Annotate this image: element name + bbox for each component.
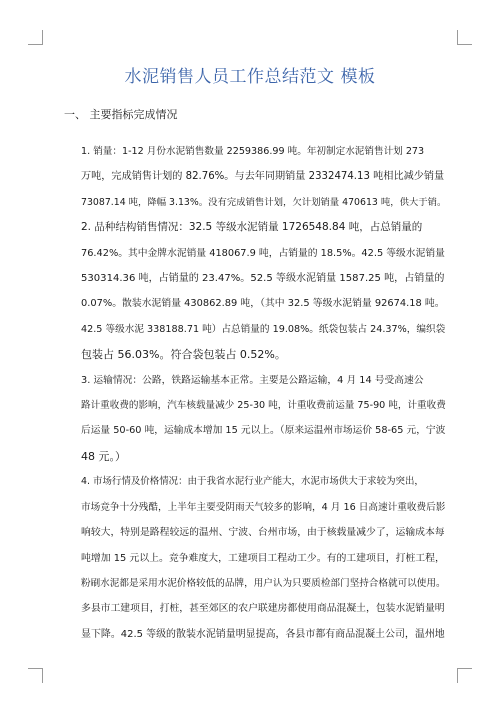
paragraph-line: 市场竞争十分残酷，上半年主要受阴雨天气较多的影响，4 月 16 日高速计重收费后影 — [81, 501, 446, 513]
paragraph-line: 4. 市场行情及价格情况：由于我省水泥行业产能大，水泥市场供大于求较为突出， — [81, 476, 424, 488]
paragraph-line: 路计重收费的影响，汽车核载量减少 25-30 吨，计重收费前运量 75-90 吨，计重收费 — [81, 400, 446, 412]
paragraph-line: 48 元。） — [81, 449, 126, 463]
crop-mark-bottom-right — [457, 668, 472, 683]
paragraph-line: 76.42%。其中金牌水泥销量 418067.9 吨，占销量的 18.5%。42.5 等级水泥销量 — [81, 247, 445, 259]
paragraph-line: 42.5 等级水泥 338188.71 吨）占总销量的 19.08%。纸袋包装占 24.37%，编织袋 — [81, 323, 446, 335]
paragraph-line: 响较大，特别是路程较远的温州、宁波、台州市场，由于核载量减少了，运输成本每 — [81, 527, 445, 539]
paragraph-line: 2. 品种结构销售情况：32.5 等级水泥销量 1726548.84 吨，占总销量的 — [81, 221, 423, 234]
crop-mark-top-left — [28, 30, 43, 45]
paragraph-line: 73087.14 吨，降幅 3.13%。没有完成销售计划，欠计划销量 470613 吨，供大于销。 — [81, 196, 447, 208]
paragraph-transport — [59, 368, 447, 470]
paragraph-line: 粉刷水泥都是采用水泥价格较低的品牌，用户认为只要质检部门坚持合格就可以使用。 — [81, 577, 446, 589]
paragraph-line: 1. 销量：1-12 月份水泥销售数量 2259386.99 吨。年初制定水泥销售计划 273 — [81, 146, 425, 157]
section-heading: 一、 主要指标完成情况 — [64, 108, 178, 121]
paragraph-market-price — [59, 469, 447, 647]
paragraph-sales-volume — [59, 139, 447, 215]
paragraph-line: 多县市工建项目，打桩，甚至郊区的农户联建房都使用商品混凝土，包装水泥销量明 — [81, 603, 445, 615]
crop-mark-top-right — [457, 30, 472, 45]
paragraph-line: 显下降。42.5 等级的散装水泥销量明显提高，各县市都有商品混凝土公司，温州地 — [81, 628, 445, 640]
paragraph-line: 包装占 56.03%。符合袋包装占 0.52%。 — [81, 348, 286, 362]
paragraph-line: 万吨，完成销售计划的 82.76%。与去年同期销量 2332474.13 吨相比减少销量 — [81, 171, 445, 183]
paragraph-line: 后运量 50-60 吨，运输成本增加 15 元以上。（原来运温州市场运价 58-65 元，宁波 — [81, 425, 446, 437]
paragraph-line: 0.07%。散装水泥销量 430862.89 吨，（其中 32.5 等级水泥销量 92674.18 吨。 — [81, 298, 445, 310]
document-title: 水泥销售人员工作总结范文 模板 — [124, 67, 376, 87]
document-body — [59, 108, 447, 647]
paragraph-line: 530314.36 吨，占销量的 23.47%。52.5 等级水泥销量 1587.25 吨，占销量的 — [81, 273, 445, 285]
paragraph-line: 3. 运输情况：公路，铁路运输基本正常。主要是公路运输，4 月 14 号受高速公 — [81, 374, 424, 386]
paragraph-product-structure — [59, 215, 447, 367]
paragraph-line: 吨增加 15 元以上。竞争难度大，工建项目工程动工少。有的工建项目，打桩工程， — [81, 552, 445, 564]
crop-mark-bottom-left — [28, 668, 43, 683]
